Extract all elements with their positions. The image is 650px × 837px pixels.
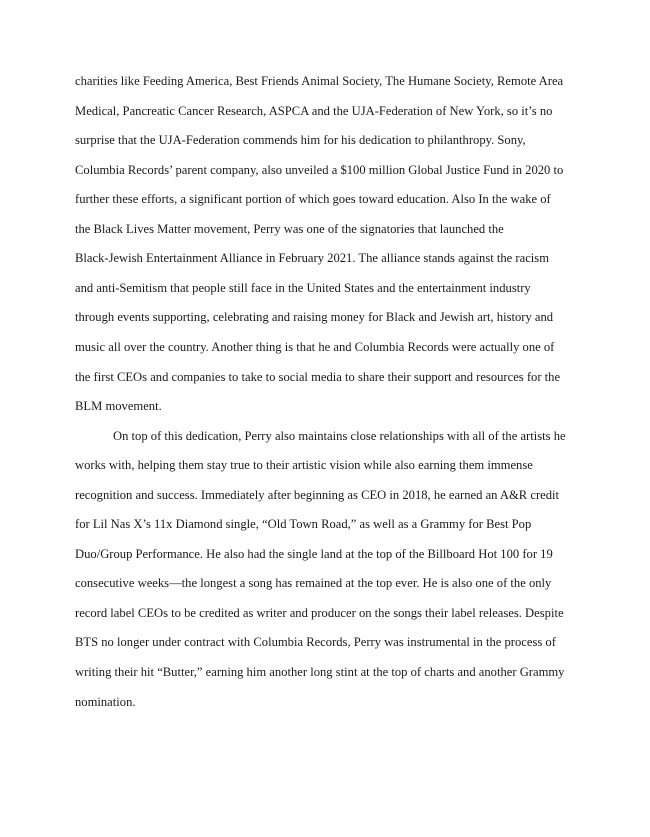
- text-line: BLM movement.: [75, 399, 162, 413]
- text-line: charities like Feeding America, Best Friends Animal Society, The Humane Society, Remote Area: [75, 74, 564, 88]
- text-line: Medical, Pancreatic Cancer Research, ASPCA and the UJA-Federation of New York, so it’s no: [75, 104, 553, 118]
- text-line: Columbia Records’ parent company, also unveiled a $100 million Global Justice Fund in 2020 to: [75, 163, 564, 177]
- text-line: surprise that the UJA-Federation commends him for his dedication to philanthropy. Sony,: [75, 133, 526, 147]
- text-line: for Lil Nas X’s 11x Diamond single, “Old Town Road,” as well as a Grammy for Best Pop: [75, 517, 532, 531]
- text-line: consecutive weeks—the longest a song has remained at the top ever. He is also one of the only: [75, 576, 552, 590]
- text-line: BTS no longer under contract with Columbia Records, Perry was instrumental in the process of: [75, 635, 556, 649]
- text-line: and anti-Semitism that people still face in the United States and the entertainment industry: [75, 281, 531, 295]
- text-line: recognition and success. Immediately after beginning as CEO in 2018, he earned an A&R credit: [75, 488, 560, 502]
- text-line: Black-Jewish Entertainment Alliance in February 2021. The alliance stands against the racism: [75, 251, 549, 265]
- text-line: the first CEOs and companies to take to social media to share their support and resources for the: [75, 370, 561, 384]
- text-line: through events supporting, celebrating and raising money for Black and Jewish art, history and: [75, 310, 554, 324]
- text-line: further these efforts, a significant portion of which goes toward education. Also In the wake of: [75, 192, 551, 206]
- text-line: works with, helping them stay true to their artistic vision while also earning them immense: [75, 458, 533, 472]
- text-line: the Black Lives Matter movement, Perry was one of the signatories that launched the: [75, 222, 504, 236]
- text-line: On top of this dedication, Perry also maintains close relationships with all of the artists he: [113, 429, 566, 443]
- text-line: music all over the country. Another thing is that he and Columbia Records were actually one of: [75, 340, 555, 354]
- text-line: Duo/Group Performance. He also had the single land at the top of the Billboard Hot 100 for 19: [75, 547, 553, 561]
- text-line: record label CEOs to be credited as writer and producer on the songs their label releases. Despite: [75, 606, 564, 620]
- text-line: writing their hit “Butter,” earning him another long stint at the top of charts and another Grammy: [75, 665, 565, 679]
- text-line: nomination.: [75, 695, 136, 709]
